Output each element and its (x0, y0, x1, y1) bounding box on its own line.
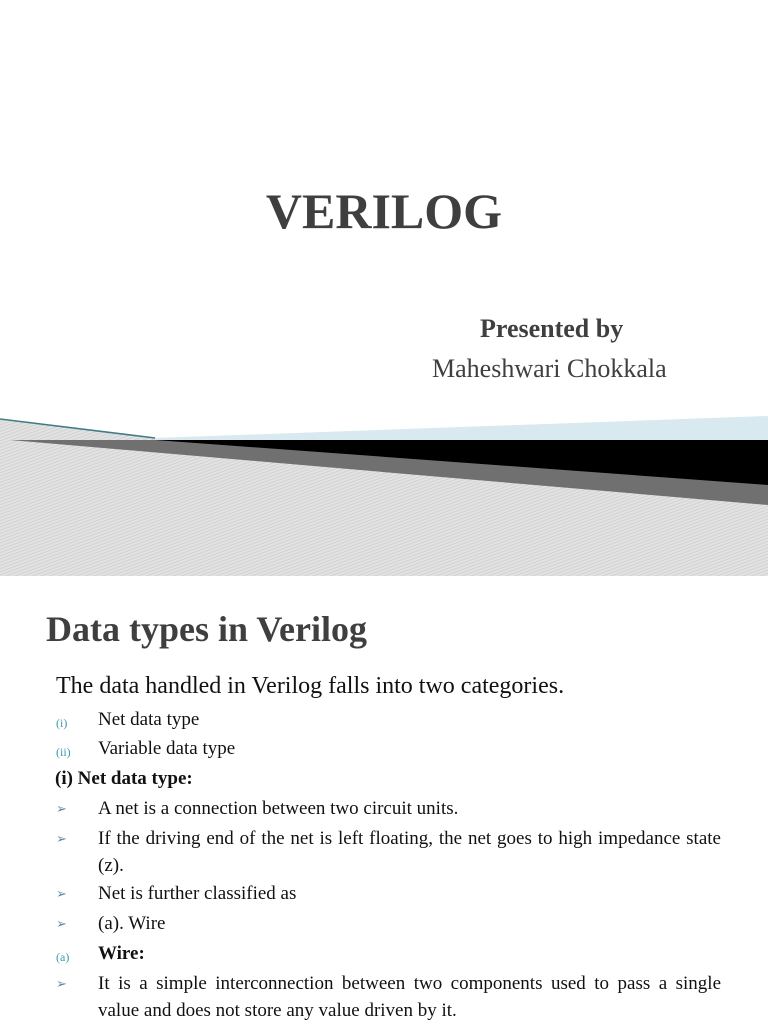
arrowhead-icon: ➢ (56, 976, 67, 991)
list-marker: (ii) (56, 745, 71, 759)
arrowhead-icon: ➢ (56, 916, 67, 931)
slide2-title: Data types in Verilog (46, 609, 368, 649)
list-item: (ii) Variable data type (56, 735, 721, 762)
decorative-banner (0, 380, 768, 576)
list-item: ➢ It is a simple interconnection between two components used to pass a single value and does not store any value driven by it. (56, 970, 721, 1024)
intro-text: The data handled in Verilog falls into two categories. (56, 673, 565, 699)
author-name: Maheshwari Chokkala (432, 354, 667, 383)
net-heading: (i) Net data type: (55, 768, 193, 789)
presented-by-label: Presented by (480, 314, 624, 343)
wire-heading: Wire: (98, 943, 145, 964)
arrowhead-icon: ➢ (56, 886, 67, 901)
list-marker: (a) (56, 950, 70, 964)
list-item: ➢ Net is further classified as (56, 880, 721, 907)
list-item: ➢ (a). Wire (56, 910, 721, 937)
light-blue-wedge (155, 416, 768, 440)
slide-title: VERILOG (265, 183, 503, 239)
list-item (56, 940, 721, 967)
arrowhead-icon: ➢ (56, 831, 67, 846)
list-item: ➢ If the driving end of the net is left floating, the net goes to high impedance state (z). (56, 825, 721, 879)
list-item: (i) Net data type (56, 706, 721, 733)
list-marker: (i) (56, 716, 68, 730)
list-item: ➢ A net is a connection between two circuit units. (56, 795, 721, 822)
arrowhead-icon: ➢ (56, 801, 67, 816)
